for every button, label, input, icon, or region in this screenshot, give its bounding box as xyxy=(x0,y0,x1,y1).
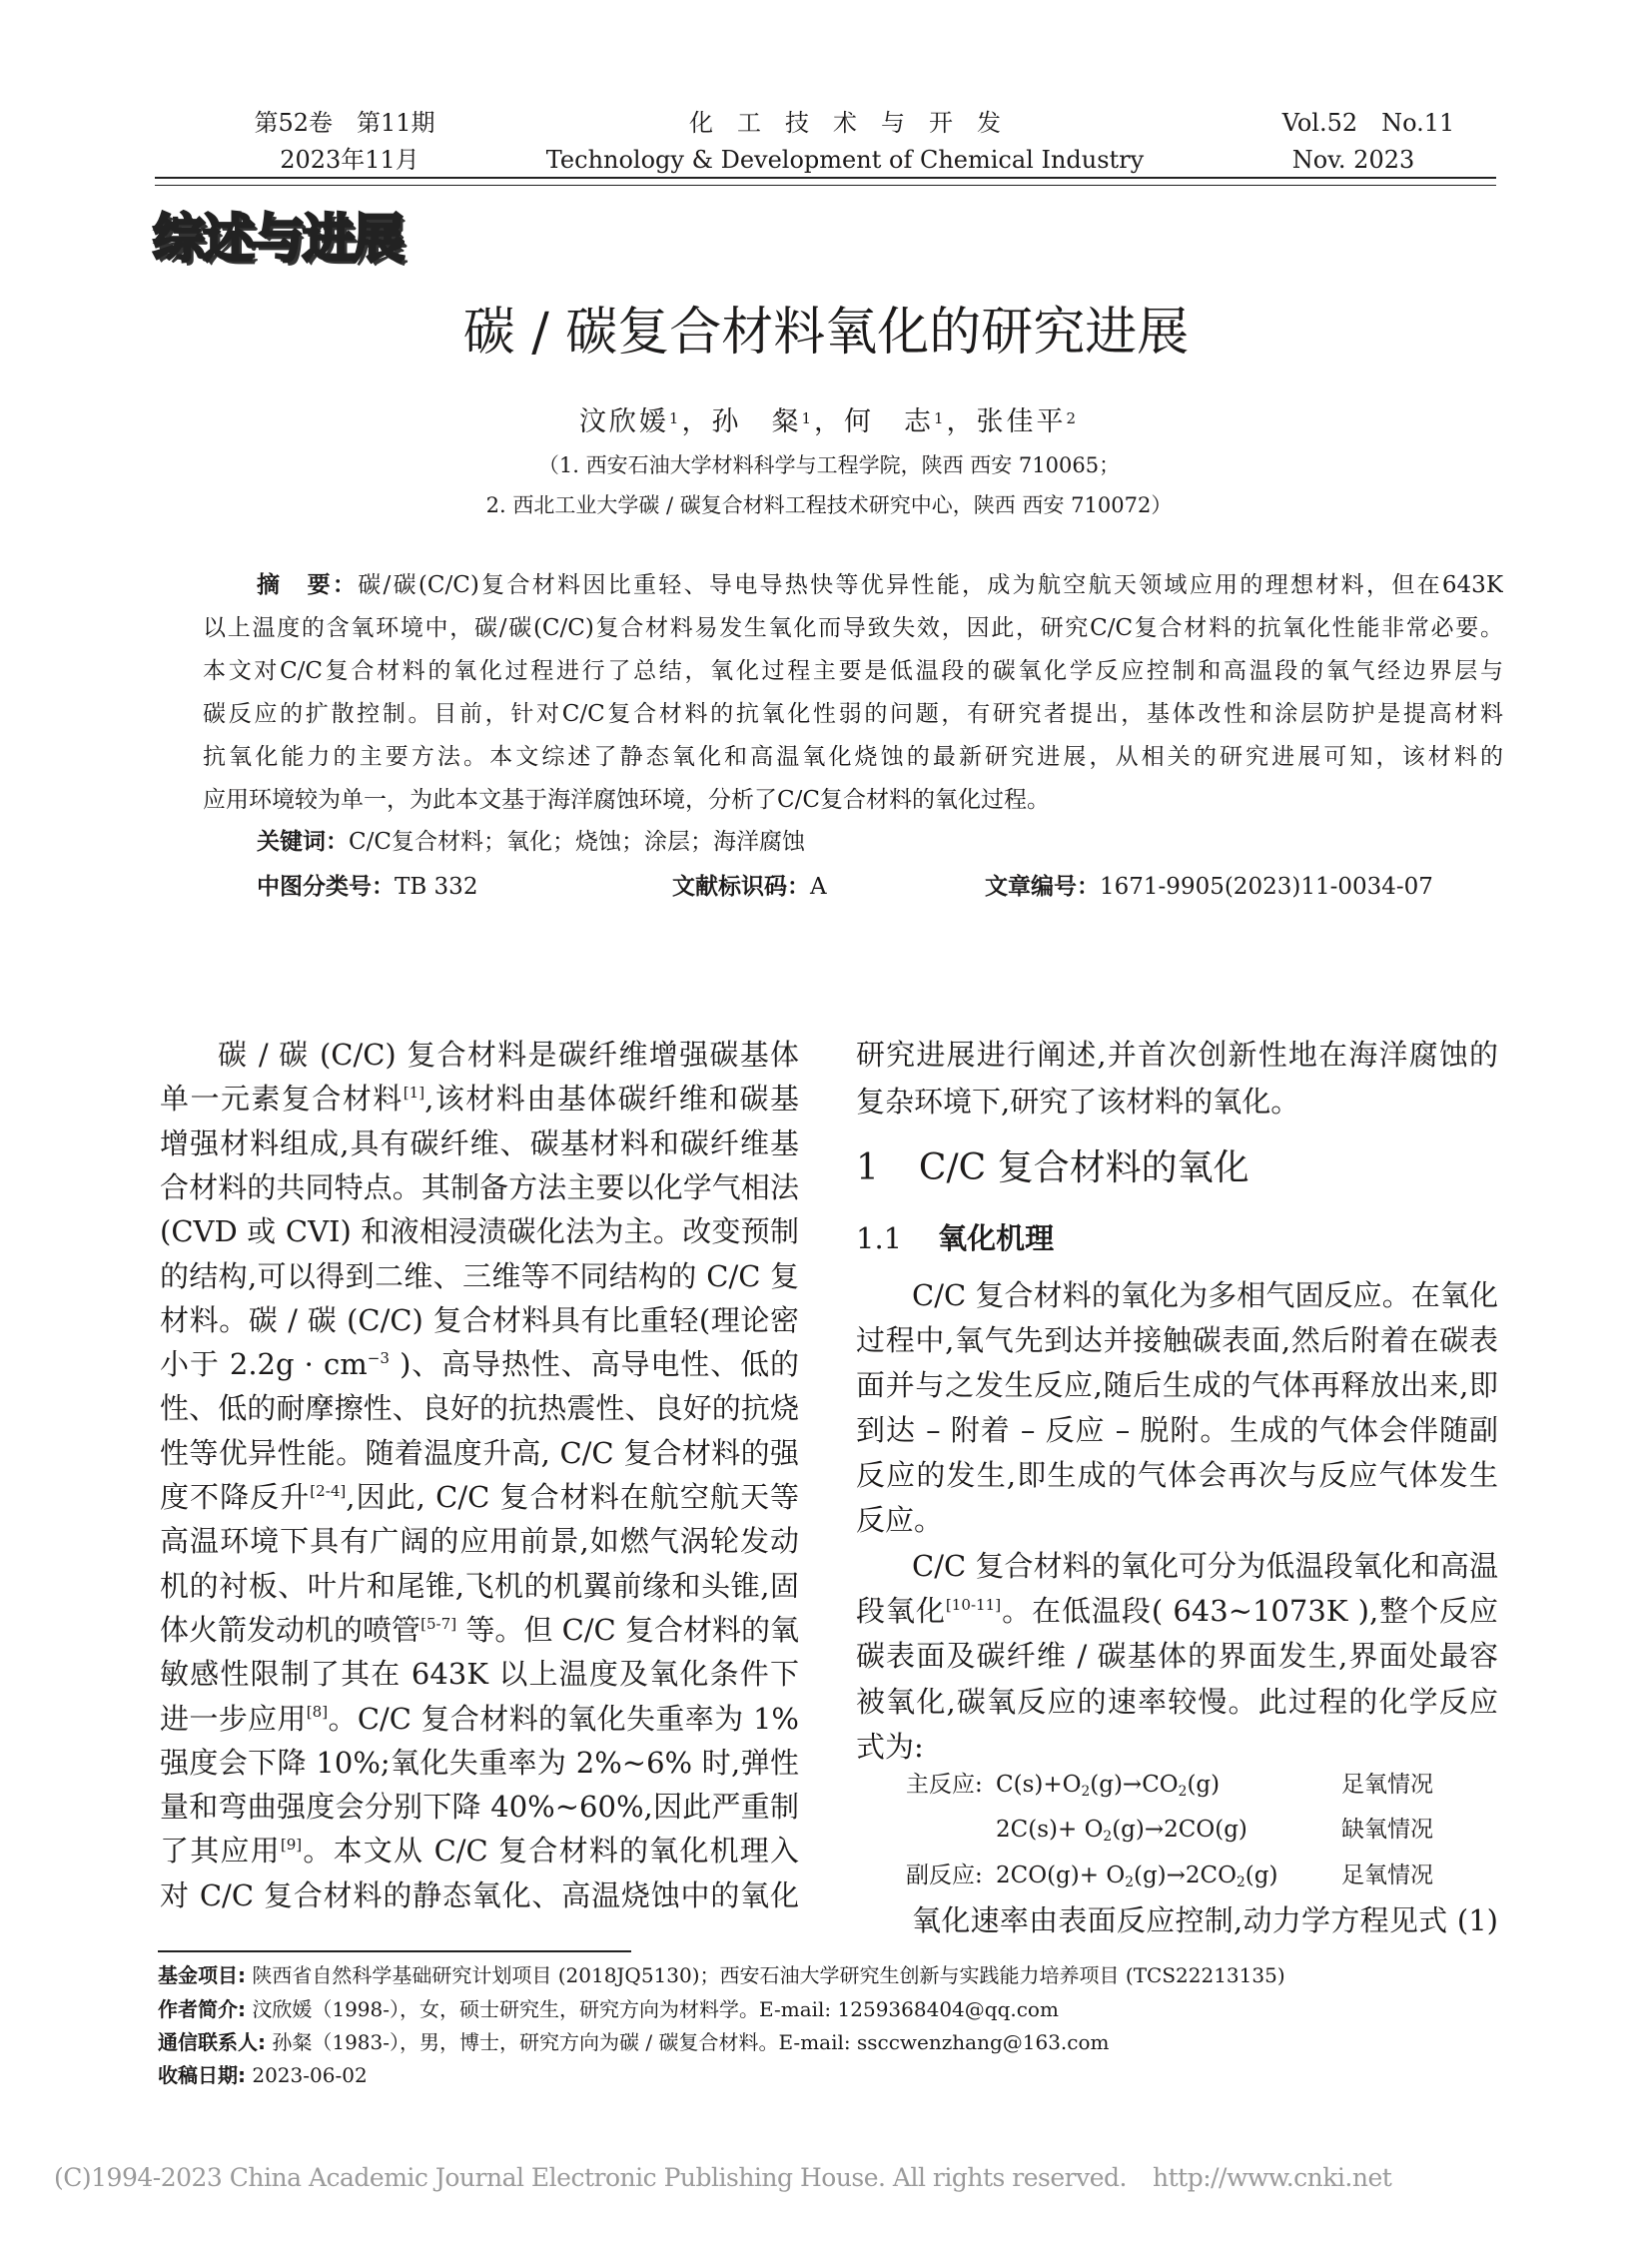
text-run: )、高导热性、高导电性、低的 xyxy=(400,1347,799,1382)
paragraph-oxidation-process xyxy=(856,1273,1498,1543)
text-run: 的结构,可以得到二维、三维等不同结构的 C/C 复 xyxy=(160,1258,799,1293)
text-run: 过程中,氧气先到达并接触碳表面,然后附着在碳表 xyxy=(856,1323,1498,1357)
reaction-label: 主反应: xyxy=(906,1772,983,1798)
copyright-line xyxy=(54,2161,1391,2195)
text-run: 氧化速率由表面反应控制,动力学方程见式 (1) xyxy=(912,1903,1498,1937)
text-run: 度不降反升 xyxy=(160,1480,311,1514)
text-run: 碳/碳(C/C)复合材料因比重轻、导电导热快等优异性能，成为航空航天领域应用的理想材料，但在643K xyxy=(358,572,1503,598)
footnote-text: 孙粲（1983-），男，博士，研究方向为碳 / 碳复合材料。E-mail: ssccwenzhang@163.com xyxy=(266,2030,1110,2054)
author-affiliation-mark: 1 xyxy=(668,409,682,427)
text-run: (g) xyxy=(1244,1863,1278,1888)
text-line xyxy=(160,1077,799,1121)
text-run: 式为: xyxy=(856,1729,924,1764)
author-affiliation-mark: 2 xyxy=(1066,409,1080,427)
text-run: (g)→2CO(g) xyxy=(1112,1817,1247,1843)
document-code xyxy=(672,867,827,907)
text-line xyxy=(160,1829,799,1872)
text-run: 合材料的共同特点。其制备方法主要以化学气相法 xyxy=(160,1169,799,1204)
subscript: 2 xyxy=(1103,1829,1113,1846)
text-run: 高温环境下具有广阔的应用前景,如燃气涡轮发动 xyxy=(160,1524,799,1559)
text-run: (g)→CO xyxy=(1090,1772,1179,1798)
text-run: 面并与之发生反应,随后生成的气体再释放出来,即 xyxy=(856,1368,1498,1402)
text-run: 性等优异性能。随着温度升高, C/C 复合材料的强 xyxy=(160,1435,799,1470)
text-run: (g)→2CO xyxy=(1133,1863,1238,1888)
author-name: 何 志 xyxy=(844,406,934,437)
text-run: (CVD 或 CVI) 和液相浸渍碳化法为主。改变预制 xyxy=(160,1214,799,1249)
text-run: 等。但 C/C 复合材料的氧 xyxy=(456,1612,799,1647)
doc-code-value: A xyxy=(810,874,827,900)
text-line xyxy=(160,1209,799,1253)
abstract xyxy=(203,564,1503,822)
reaction-condition: 足氧情况 xyxy=(1341,1863,1433,1888)
text-line xyxy=(203,779,1503,822)
text-run: 2C(s)+ O xyxy=(996,1817,1104,1843)
text-line xyxy=(856,1498,1498,1543)
article-number xyxy=(985,867,1433,907)
citation-superscript: [8] xyxy=(306,1703,329,1722)
subscript: 2 xyxy=(1178,1784,1188,1801)
text-run: 性、低的耐摩擦性、良好的抗热震性、良好的抗烧 xyxy=(160,1391,799,1426)
text-line xyxy=(160,1785,799,1829)
text-line xyxy=(160,1697,799,1741)
text-run: 进一步应用 xyxy=(160,1701,307,1736)
section-title: C/C 复合材料的氧化 xyxy=(918,1147,1249,1188)
text-line xyxy=(856,1589,1498,1634)
author-list xyxy=(0,403,1652,441)
text-line xyxy=(160,1608,799,1652)
text-run: ,该材料由基体碳纤维和碳基 xyxy=(424,1082,799,1117)
footnote-rule xyxy=(158,1950,631,1952)
text-run: 增强材料组成,具有碳纤维、碳基材料和碳纤维基 xyxy=(160,1125,799,1160)
author-name: 张佳平 xyxy=(976,406,1067,437)
text-run: 单一元素复合材料 xyxy=(160,1082,404,1117)
text-line xyxy=(160,1254,799,1298)
text-line xyxy=(856,1898,1498,1943)
text-run: 被氧化,碳氧反应的速率较慢。此过程的化学反应 xyxy=(856,1684,1498,1719)
reaction-formula xyxy=(996,1765,1220,1805)
section-number: 1 xyxy=(856,1147,879,1188)
doc-code-label: 文献标识码： xyxy=(672,874,810,900)
text-line xyxy=(160,1475,799,1519)
clc-number xyxy=(257,867,477,907)
author-separator: ， xyxy=(681,406,712,437)
text-line xyxy=(160,1431,799,1475)
author-affiliation-mark: 1 xyxy=(801,409,814,427)
header-date-en: Nov. 2023 xyxy=(1291,146,1415,174)
footnote xyxy=(158,1960,1285,1990)
footnote xyxy=(158,2060,368,2090)
text-line xyxy=(856,1680,1498,1725)
text-line xyxy=(160,1564,799,1608)
header-date-cn: 2023年11月 xyxy=(280,146,419,174)
text-line xyxy=(856,1634,1498,1679)
header-volume-issue: 第52卷 第11期 xyxy=(254,109,435,137)
affiliation-2: 2. 西北工业大学碳 / 碳复合材料工程技术研究中心，陕西 西安 710072） xyxy=(485,493,1173,517)
citation-superscript: [9] xyxy=(280,1836,303,1855)
text-line xyxy=(203,564,1503,607)
citation-superscript: −3 xyxy=(367,1348,390,1367)
paragraph-rate-control xyxy=(856,1898,1498,1943)
text-run: 。本文从 C/C 复合材料的氧化机理入 xyxy=(302,1834,799,1868)
author-separator: ， xyxy=(814,406,844,437)
subscript: 2 xyxy=(1237,1874,1245,1891)
text-line xyxy=(856,1079,1498,1125)
header-rule-thin xyxy=(155,185,1496,186)
text-line xyxy=(203,693,1503,736)
text-run: 碳 / 碳 (C/C) 复合材料是碳纤维增强碳基体 xyxy=(218,1038,799,1072)
text-line xyxy=(160,1298,799,1342)
text-run: 2CO(g)+ O xyxy=(996,1863,1126,1888)
text-line xyxy=(856,1453,1498,1498)
text-run: 小于 2.2g · cm xyxy=(160,1347,368,1382)
text-run: 了其应用 xyxy=(160,1834,281,1868)
citation-superscript: [1] xyxy=(403,1084,425,1102)
header-journal-cn: 化 工 技 术 与 开 发 xyxy=(689,109,1001,137)
text-run: 敏感性限制了其在 643K 以上温度及氧化条件下 xyxy=(160,1657,799,1692)
text-line xyxy=(856,1725,1498,1770)
abstract-label: 摘 要： xyxy=(257,572,359,598)
text-run: 材料。碳 / 碳 (C/C) 复合材料具有比重轻(理论密 xyxy=(160,1302,799,1337)
footnote-label: 收稿日期: xyxy=(158,2063,246,2087)
text-line xyxy=(160,1386,799,1430)
text-line xyxy=(856,1408,1498,1453)
text-line xyxy=(160,1342,799,1386)
footnote xyxy=(158,1994,1059,2024)
text-run: C(s)+O xyxy=(996,1772,1082,1798)
text-line xyxy=(160,1652,799,1696)
right-column-intro xyxy=(856,1032,1498,1125)
text-run: 反应。 xyxy=(856,1503,944,1537)
text-run: 应用环境较为单一，为此本文基于海洋腐蚀环境，分析了C/C复合材料的氧化过程。 xyxy=(203,787,1050,813)
reaction-condition: 足氧情况 xyxy=(1341,1772,1433,1798)
text-run: 碳表面及碳纤维 / 碳基体的界面发生,界面处最容 xyxy=(856,1639,1498,1674)
affiliation-1: （1. 西安石油大学材料科学与工程学院，陕西 西安 710065； xyxy=(537,453,1121,477)
keywords-label: 关键词： xyxy=(257,829,349,855)
article-title: 碳 / 碳复合材料氧化的研究进展 xyxy=(462,303,1190,363)
section-badge: 综述与进展 xyxy=(153,210,404,270)
copyright-notice: (C)1994-2023 China Academic Journal Electronic Publishing House. All rights reserved. xyxy=(54,2163,1127,2192)
citation-superscript: [5-7] xyxy=(420,1614,457,1633)
text-line xyxy=(160,1165,799,1209)
text-run: 对 C/C 复合材料的静态氧化、高温烧蚀中的氧化 xyxy=(160,1877,799,1912)
reaction-condition: 缺氧情况 xyxy=(1341,1817,1433,1843)
clc-label: 中图分类号： xyxy=(257,874,395,900)
subsection-heading-1-1 xyxy=(856,1218,1054,1258)
footnote xyxy=(158,2027,1110,2057)
text-line xyxy=(203,607,1503,650)
footnote-text: 汶欣媛（1998-），女，硕士研究生，研究方向为材料学。E-mail: 1259368404@qq.com xyxy=(246,1997,1059,2021)
text-run: C/C 复合材料的氧化可分为低温段氧化和高温 xyxy=(912,1549,1498,1583)
author-affiliation-mark: 1 xyxy=(934,409,947,427)
reaction-formula xyxy=(996,1856,1277,1895)
text-run: 本文对C/C复合材料的氧化过程进行了总结，氧化过程主要是低温段的碳氧化学反应控制和高温段的氧气经边界层与 xyxy=(203,658,1503,684)
text-run: 强度会下降 10%;氧化失重率为 2%~6% 时,弹性 xyxy=(160,1745,799,1780)
author-separator: ， xyxy=(946,406,977,437)
text-run: 抗氧化能力的主要方法。本文综述了静态氧化和高温氧化烧蚀的最新研究进展，从相关的研究进展可知，该材料的 xyxy=(203,744,1503,770)
footnote-label: 通信联系人: xyxy=(158,2030,266,2054)
text-line xyxy=(856,1273,1498,1318)
text-line xyxy=(856,1318,1498,1363)
text-run: 机的衬板、叶片和尾锥,飞机的机翼前缘和头锥,固 xyxy=(160,1568,799,1603)
text-line xyxy=(160,1121,799,1165)
text-run: 。在低温段( 643~1073K ),整个反应 xyxy=(1001,1594,1498,1629)
text-run: 。C/C 复合材料的氧化失重率为 1% xyxy=(328,1701,799,1736)
text-line xyxy=(203,736,1503,779)
author-name: 汶欣媛 xyxy=(578,406,669,437)
keywords-value: C/C复合材料；氧化；烧蚀；涂层；海洋腐蚀 xyxy=(349,829,805,855)
text-run: 反应的发生,即生成的气体会再次与反应气体发生 xyxy=(856,1458,1498,1492)
text-run: (g) xyxy=(1187,1772,1221,1798)
subsection-number: 1.1 xyxy=(856,1221,903,1255)
text-line xyxy=(160,1033,799,1077)
text-run: 量和弯曲强度会分别下降 40%~60%,因此严重制 xyxy=(160,1790,799,1825)
cnki-link[interactable]: http://www.cnki.net xyxy=(1153,2163,1392,2192)
article-number-value: 1671-9905(2023)11-0034-07 xyxy=(1100,874,1433,900)
text-line xyxy=(856,1544,1498,1589)
subsection-title: 氧化机理 xyxy=(938,1221,1055,1255)
left-column-text xyxy=(160,1033,799,1917)
header-volume-en: Vol.52 No.11 xyxy=(1281,109,1455,137)
citation-superscript: [10-11] xyxy=(945,1595,1002,1614)
subscript: 2 xyxy=(1081,1784,1091,1801)
text-line xyxy=(160,1741,799,1785)
text-run: C/C 复合材料的氧化为多相气固反应。在氧化 xyxy=(912,1278,1498,1312)
paragraph-temperature-stages xyxy=(856,1544,1498,1770)
text-run: ,因此, C/C 复合材料在航空航天等 xyxy=(346,1480,799,1514)
clc-value: TB 332 xyxy=(395,874,478,900)
footnote-label: 基金项目: xyxy=(158,1963,246,1987)
article-number-label: 文章编号： xyxy=(985,874,1100,900)
citation-superscript: [2-4] xyxy=(310,1481,347,1500)
text-line xyxy=(160,1519,799,1563)
footnote-label: 作者简介: xyxy=(158,1997,246,2021)
subscript: 2 xyxy=(1125,1874,1134,1891)
author-name: 孙 粲 xyxy=(711,406,802,437)
text-run: 段氧化 xyxy=(856,1594,946,1629)
footnote-text: 陕西省自然科学基础研究计划项目 (2018JQ5130)；西安石油大学研究生创新与实践能力培养项目 (TCS22213135) xyxy=(246,1963,1285,1987)
text-line xyxy=(856,1363,1498,1408)
header-rule-thick xyxy=(155,177,1496,179)
text-run: 研究进展进行阐述,并首次创新性地在海洋腐蚀的 xyxy=(856,1038,1498,1072)
text-line xyxy=(856,1032,1498,1079)
section-heading-1 xyxy=(856,1143,1249,1193)
reaction-formula xyxy=(996,1810,1247,1850)
text-run: 到达 – 附着 – 反应 – 脱附。生成的气体会伴随副 xyxy=(856,1413,1498,1447)
header-journal-en: Technology & Development of Chemical Industry xyxy=(545,146,1145,174)
text-run: 以上温度的含氧环境中，碳/碳(C/C)复合材料易发生氧化而导致失效，因此，研究C/C复合材料的抗氧化性能非常必要。 xyxy=(203,615,1503,641)
reaction-label: 副反应: xyxy=(906,1863,983,1888)
text-run: 体火箭发动机的喷管 xyxy=(160,1612,421,1647)
footnote-text: 2023-06-02 xyxy=(246,2063,368,2087)
text-run: 复杂环境下,研究了该材料的氧化。 xyxy=(856,1085,1300,1119)
text-line xyxy=(203,650,1503,693)
text-run: 碳反应的扩散控制。目前，针对C/C复合材料的抗氧化性弱的问题，有研究者提出，基体改性和涂层防护是提高材料 xyxy=(203,701,1503,727)
text-line xyxy=(160,1873,799,1917)
keywords xyxy=(257,822,805,862)
